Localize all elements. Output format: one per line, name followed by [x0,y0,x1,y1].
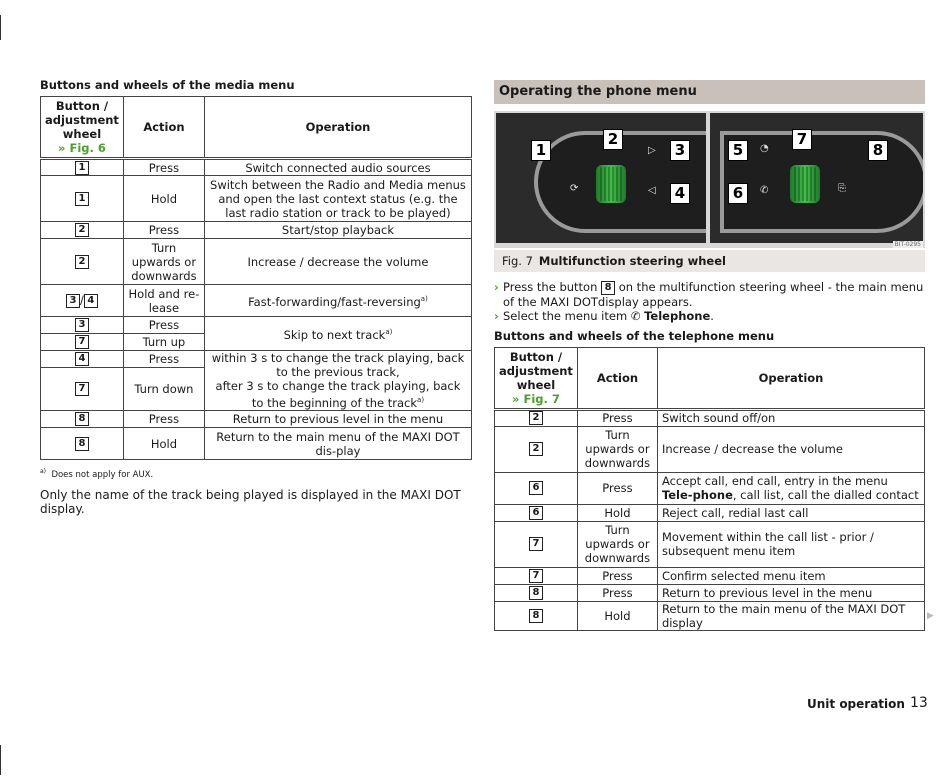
button-key: 7 [529,537,543,551]
operation-cell: Start/stop playback [204,222,471,239]
table-row [495,426,925,472]
button-key: 4 [84,294,98,308]
button-key: 8 [529,609,543,623]
right-bezel [720,131,923,233]
table-row [495,472,925,504]
footnote-ref[interactable]: a) [417,396,425,405]
phone-table-header [495,347,925,409]
action-cell: Press [577,472,657,504]
operation-cell: Switch between the Radio and Media menus and open the last context status (e.g. the last radio station or track to be played) [204,176,471,222]
action-cell: Turn upwards or downwards [577,426,657,472]
button-key: 7 [529,569,543,583]
volume-wheel [596,165,626,203]
action-cell: Hold [577,504,657,521]
phone-handset-icon: ✆ [630,308,641,323]
callout-8: 8 [868,140,888,161]
operation-cell: Return to previous level in the menu [657,584,924,601]
action-cell: Press [123,159,204,176]
callout-4: 4 [670,183,690,204]
left-control-panel [496,113,706,243]
table-row [41,176,472,222]
action-cell: Press [123,411,204,428]
step-1: › Press the button 8 on the multifunction steering wheel - the main menu of the MAXI DOTdisplay appears. [494,280,924,309]
figure-number: Fig. 7 [502,254,533,268]
media-table-title: Buttons and wheels of the media menu [40,78,295,92]
action-cell: Press [123,317,204,334]
footer-section-title: Unit operation [807,697,905,711]
crop-mark-top [0,15,1,40]
fig-6-link[interactable]: » Fig. 6 [58,141,106,155]
telephone-menu-item: Telephone [644,308,711,323]
operation-cell: Return to previous level in the menu [204,411,471,428]
table-row [41,159,472,176]
footnote-mark: a) [40,468,47,475]
operation-cell: Increase / decrease the volume [204,239,471,285]
steering-wheel-figure [494,111,925,248]
action-cell: Hold [123,428,204,460]
operation-cell: Increase / decrease the volume [657,426,924,472]
header-action: Action [123,97,204,159]
footnote-ref[interactable]: a) [385,328,393,337]
voice-icon: ◔ [760,143,769,154]
media-section [40,78,472,516]
action-cell: Press [123,222,204,239]
operation-cell: Switch connected audio sources [204,159,471,176]
operation-cell: within 3 s to change the track playing, back to the previous track, after 3 s to change the track playing, back to the beginning of the track$^{a)}$ [204,351,471,411]
header-button-wheel: Button / adjustment wheel [45,99,119,141]
figure-code: BIT-0295 [894,241,921,248]
button-key: 2 [75,223,89,237]
key-separator: / [80,293,84,308]
back-icon: ◁ [648,185,656,196]
action-cell: Hold and re-lease [123,285,204,317]
table-row [495,504,925,521]
section-header: Operating the phone menu [494,80,925,104]
step-2: › Select the menu item ✆ Telephone. [494,308,714,323]
operation-cell: Return to the main menu of the MAXI DOT dis-play [204,428,471,460]
action-cell: Turn up [123,334,204,351]
crop-mark-bottom [0,745,1,775]
table-row [41,239,472,285]
header-action: Action [577,347,657,409]
action-cell: Press [577,567,657,584]
button-key: 7 [75,382,89,396]
instruction-steps [494,280,925,323]
header-operation: Operation [657,347,924,409]
button-key: 2 [529,411,543,425]
phone-table [494,347,925,631]
table-row [41,411,472,428]
page-number: 13 [910,695,928,711]
media-table-header [41,97,472,159]
table-row [41,285,472,317]
operation-cell: Movement within the call list - prior / subsequent menu item [657,521,924,567]
button-key: 8 [75,437,89,451]
button-key: 6 [529,481,543,495]
step-arrow-icon: › [494,280,499,294]
button-key: 1 [75,161,89,175]
table-row [495,601,925,630]
menu-wheel [790,165,820,203]
button-key: 3 [66,294,80,308]
operation-cell: Fast-forwarding/fast-reversing$^{a)}$ [204,285,471,317]
callout-5: 5 [728,140,748,161]
play-icon: ▷ [648,145,656,156]
callout-6: 6 [728,183,748,204]
phone-section [494,80,925,631]
operation-cell: Switch sound off/on [657,409,924,426]
button-key: 8 [75,412,89,426]
footnote-text: Does not apply for AUX. [51,469,154,480]
operation-cell: Accept call, end call, entry in the menu Tele-phone, call list, call the dialled contact [657,472,924,504]
action-cell: Press [123,351,204,368]
action-cell: Hold [123,176,204,222]
action-cell: Hold [577,601,657,630]
footnote [40,468,472,480]
callout-7: 7 [792,129,812,150]
figure-caption [494,250,925,272]
header-operation: Operation [204,97,471,159]
callout-2: 2 [603,129,623,150]
operation-cell: Confirm selected menu item [657,567,924,584]
table-row [495,584,925,601]
media-note: Only the name of the track being played is displayed in the MAXI DOT display. [40,487,461,516]
action-cell: Turn upwards or downwards [123,239,204,285]
callout-1: 1 [531,140,551,161]
button-key: 3 [75,318,89,332]
table-row [41,222,472,239]
action-cell: Turn upwards or downwards [577,521,657,567]
handset-icon: ✆ [760,185,769,196]
operation-cell: Reject call, redial last call [657,504,924,521]
button-key: 2 [529,442,543,456]
figure-title: Multifunction steering wheel [538,254,726,268]
right-control-panel [710,113,923,243]
table-row [495,567,925,584]
table-row [495,521,925,567]
button-key: 8 [529,586,543,600]
fig-7-link[interactable]: » Fig. 7 [512,391,560,406]
table-row [41,428,472,460]
button-key: 6 [529,506,543,520]
button-key: 4 [75,352,89,366]
operation-cell: Return to the main menu of the MAXI DOT display [657,601,924,630]
footnote-ref[interactable]: a) [420,295,428,304]
continue-arrow-icon: ▶ [927,611,934,621]
operation-cell: Skip to next track$^{a)}$ [204,317,471,351]
header-button-wheel: Button / adjustment wheel [499,349,573,392]
step-arrow-icon: › [494,308,499,323]
action-cell: Press [577,409,657,426]
action-cell: Press [577,584,657,601]
action-cell: Turn down [123,368,204,411]
media-table [40,96,472,460]
table-row [41,351,472,368]
table-row [495,409,925,426]
button-key: 2 [75,255,89,269]
button-key: 7 [75,335,89,349]
display-icon: ⎘ [838,183,846,194]
callout-3: 3 [670,140,690,161]
table-row [41,317,472,334]
button-key: 1 [75,192,89,206]
button-key: 8 [601,281,615,295]
media-icon: ⟳ [570,183,579,194]
phone-table-title: Buttons and wheels of the telephone menu [494,328,775,343]
